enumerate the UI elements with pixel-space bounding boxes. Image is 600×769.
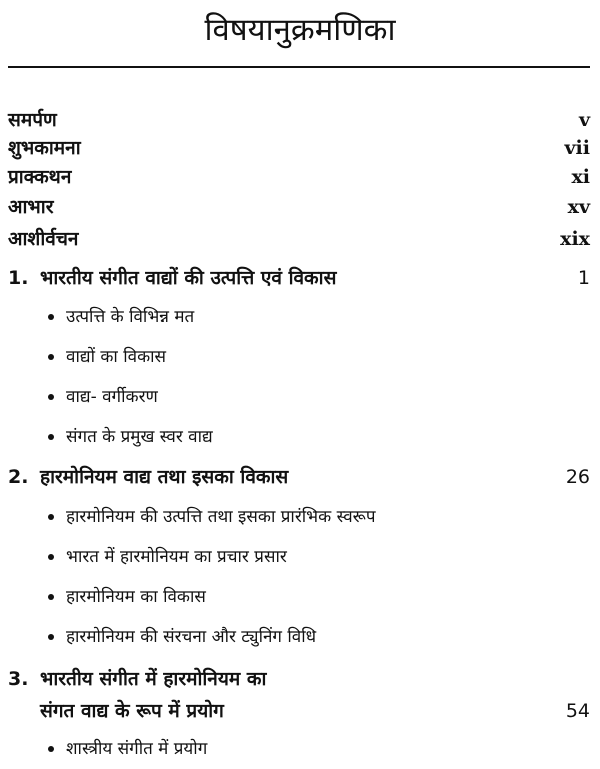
- subtopic: [48, 304, 194, 327]
- subtopic-label: वाद्य- वर्गीकरण: [66, 387, 158, 407]
- toc-chapter-3: [8, 665, 590, 691]
- bullet-icon: [48, 594, 54, 600]
- subtopic: [48, 544, 287, 567]
- chapter-page: 54: [565, 700, 590, 722]
- entry-page: xix: [560, 228, 590, 250]
- subtopic: [48, 504, 376, 527]
- toc-entry-front-matter: [8, 225, 590, 251]
- toc-entry-front-matter: [8, 106, 590, 132]
- subtopic-label: हारमोनियम का विकास: [66, 587, 206, 607]
- bullet-icon: [48, 514, 54, 520]
- chapter-title-line1: भारतीय संगीत में हारमोनियम का: [40, 668, 267, 690]
- bullet-icon: [48, 394, 54, 400]
- bullet-icon: [48, 554, 54, 560]
- entry-label: आभार: [8, 196, 54, 218]
- subtopic: [48, 584, 206, 607]
- toc-entry-front-matter: [8, 134, 590, 160]
- toc-chapter-2: [8, 463, 590, 489]
- subtopic-label: उत्पत्ति के विभिन्न मत: [66, 307, 195, 327]
- chapter-page: 1: [577, 267, 590, 289]
- subtopic: [48, 344, 166, 367]
- bullet-icon: [48, 354, 54, 360]
- subtopic-label: भारत में हारमोनियम का प्रचार प्रसार: [66, 547, 287, 567]
- subtopic-label: संगत के प्रमुख स्वर वाद्य: [66, 427, 213, 447]
- bullet-icon: [48, 746, 54, 752]
- entry-page: vii: [564, 137, 590, 159]
- chapter-number: 2.: [8, 466, 29, 488]
- entry-page: v: [578, 109, 590, 131]
- chapter-number: 1.: [8, 267, 29, 289]
- page-title: विषयानुक्रमणिका: [204, 12, 396, 48]
- entry-label: शुभकामना: [8, 137, 81, 159]
- chapter-title: हारमोनियम वाद्य तथा इसका विकास: [40, 466, 289, 488]
- subtopic: [48, 424, 213, 447]
- chapter-title-line2: संगत वाद्य के रूप में प्रयोग: [40, 700, 224, 722]
- subtopic: [48, 736, 207, 759]
- toc-chapter-3-continued: [8, 697, 590, 723]
- entry-page: xi: [571, 166, 590, 188]
- toc-entry-front-matter: [8, 193, 590, 219]
- subtopic-label: शास्त्रीय संगीत में प्रयोग: [66, 739, 208, 759]
- bullet-icon: [48, 314, 54, 320]
- bullet-icon: [48, 634, 54, 640]
- subtopic-label: वाद्यों का विकास: [66, 347, 167, 367]
- chapter-number: 3.: [8, 668, 29, 690]
- chapter-page: 26: [565, 466, 590, 488]
- entry-label: आशीर्वचन: [8, 228, 79, 250]
- bullet-icon: [48, 434, 54, 440]
- toc-entry-front-matter: [8, 163, 590, 189]
- subtopic: [48, 384, 158, 407]
- toc-chapter-1: [8, 264, 590, 290]
- entry-page: xv: [567, 196, 590, 218]
- entry-label: समर्पण: [8, 109, 57, 131]
- subtopic-label: हारमोनियम की संरचना और ट्युनिंग विधि: [66, 627, 317, 647]
- subtopic-label: हारमोनियम की उत्पत्ति तथा इसका प्रारंभिक स्वरूप: [66, 507, 376, 527]
- subtopic: [48, 624, 316, 647]
- entry-label: प्राक्कथन: [8, 166, 72, 188]
- chapter-title: भारतीय संगीत वाद्यों की उत्पत्ति एवं विकास: [40, 267, 337, 289]
- title-divider: [8, 66, 590, 68]
